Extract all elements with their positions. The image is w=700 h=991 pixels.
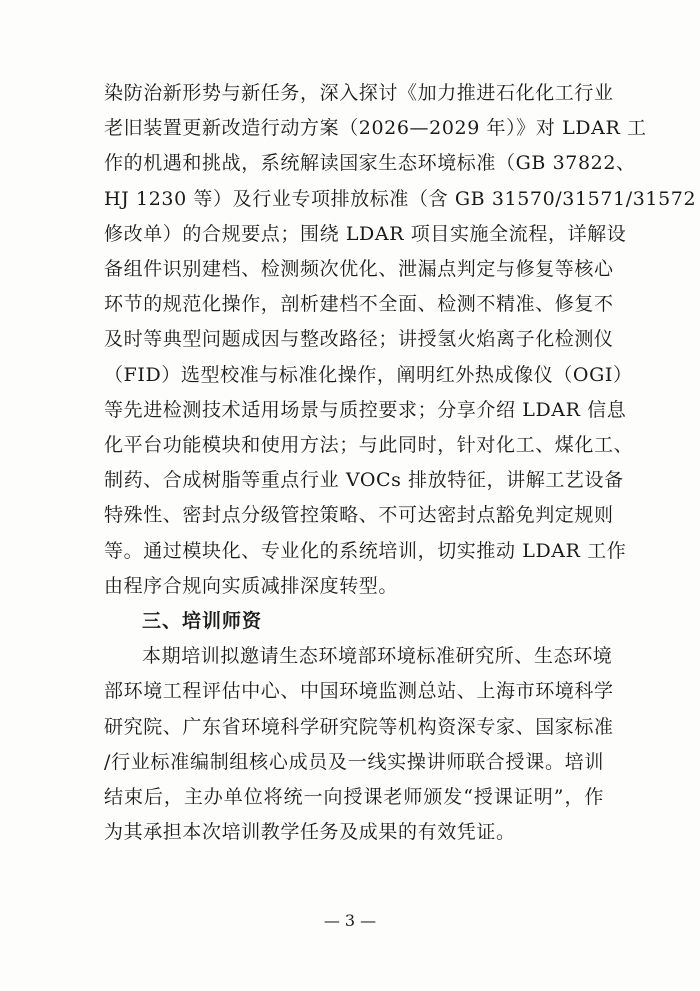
text-line: 备组件识别建档、检测频次优化、泄漏点判定与修复等核心 (104, 258, 614, 281)
text-line: 等。通过模块化、专业化的系统培训，切实推动 LDAR 工作 (104, 539, 627, 562)
text-line: 老旧装置更新改造行动方案（2026—2029 年）》对 LDAR 工 (104, 117, 647, 140)
page-number: — 3 — (323, 911, 377, 930)
paragraph-instructors (104, 639, 614, 850)
text-line: 修改单）的合规要点；围绕 LDAR 项目实施全流程，详解设 (104, 222, 627, 245)
text-line: 等先进检测技术适用场景与质控要求；分享介绍 LDAR 信息 (104, 398, 627, 421)
text-line: 研究院、广东省环境科学研究院等机构资深专家、国家标准 (104, 715, 614, 738)
text-line: 化平台功能模块和使用方法；与此同时，针对化工、煤化工、 (104, 434, 634, 457)
paragraph-training-content (104, 76, 697, 604)
text-line: 部环境工程评估中心、中国环境监测总站、上海市环境科学 (104, 680, 614, 703)
text-line: 及时等典型问题成因与整改路径；讲授氢火焰离子化检测仪 (104, 328, 614, 351)
text-line: 作的机遇和挑战，系统解读国家生态环境标准（GB 37822、 (104, 152, 636, 175)
section-heading: 三、培训师资 (142, 610, 263, 633)
text-line: 为其承担本次培训教学任务及成果的有效凭证。 (104, 821, 516, 844)
text-line: 本期培训拟邀请生态环境部环境标准研究所、生态环境 (142, 645, 613, 668)
text-line: （FID）选型校准与标准化操作，阐明红外热成像仪（OGI） (104, 363, 633, 386)
text-line: 制药、合成树脂等重点行业 VOCs 排放特征，讲解工艺设备 (104, 469, 624, 492)
text-line: 特殊性、密封点分级管控策略、不可达密封点豁免判定规则 (104, 504, 614, 527)
text-line: 由程序合规向实质减排深度转型。 (104, 574, 399, 597)
text-line: HJ 1230 等）及行业专项排放标准（含 GB 31570/31571/31572 (104, 187, 697, 210)
text-line: /行业标准编制组核心成员及一线实操讲师联合授课。培训 (104, 750, 604, 773)
text-line: 结束后，主办单位将统一向授课老师颁发“授课证明”，作 (104, 786, 604, 809)
page-content (104, 76, 697, 850)
text-line: 环节的规范化操作，剖析建档不全面、检测不精准、修复不 (104, 293, 614, 316)
text-line: 染防治新形势与新任务，深入探讨《加力推进石化化工行业 (104, 82, 614, 104)
